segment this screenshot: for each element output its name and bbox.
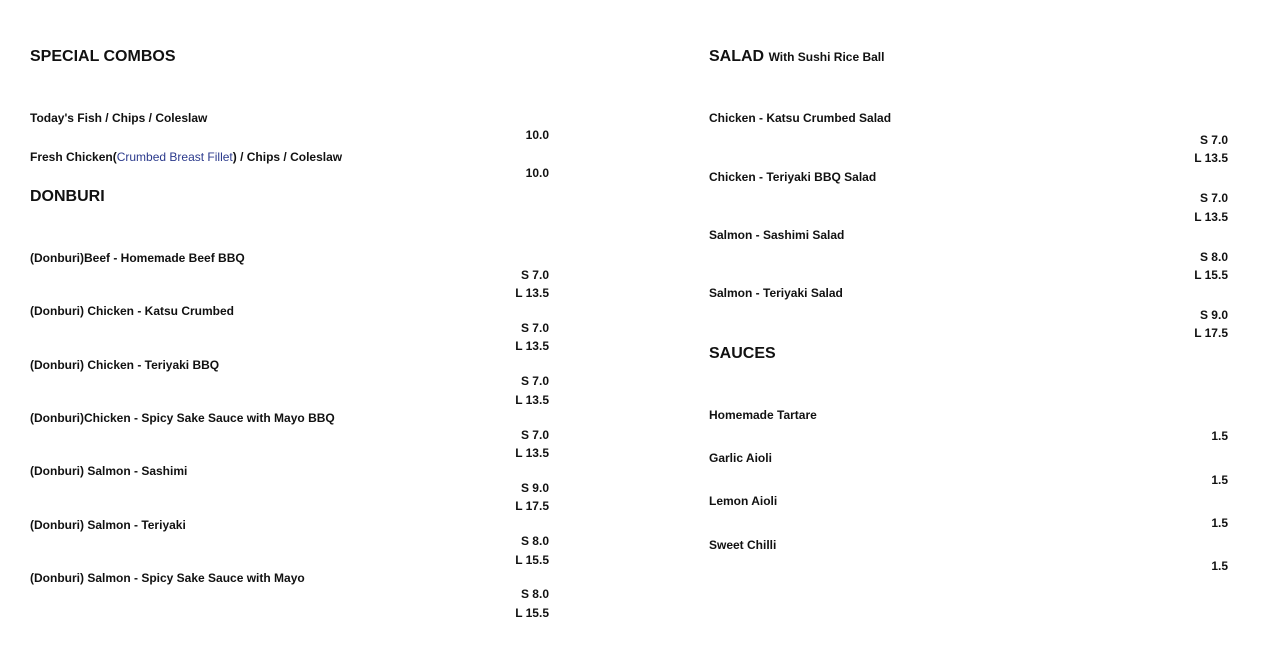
menu-item-name: Homemade Tartare [709,408,817,422]
menu-item-name: Lemon Aioli [709,494,778,508]
price-large: L 13.5 [515,339,549,353]
menu-item-name: (Donburi) Salmon - Spicy Sake Sauce with Mayo [30,571,305,585]
menu-item-name: Garlic Aioli [709,451,772,465]
menu-item-name: Salmon - Sashimi Salad [709,228,845,242]
price-large: L 17.5 [515,499,549,513]
menu-item-price: 1.5 [1211,516,1228,530]
price-small: S 8.0 [1199,250,1228,264]
price-small: S 8.0 [520,534,549,548]
menu-item-price: 1.5 [1211,473,1228,487]
menu-item-price: 1.5 [1211,559,1228,573]
price-large: L 15.5 [515,553,549,567]
section-title-salad [709,48,884,66]
price-large: L 13.5 [1194,151,1228,165]
price-small: S 7.0 [520,374,549,388]
price-large: L 13.5 [1194,210,1228,224]
menu-item-name: Salmon - Teriyaki Salad [709,286,843,300]
menu-item-name: (Donburi) Salmon - Sashimi [30,464,188,478]
price-small: S 7.0 [1199,133,1228,147]
price-large: L 15.5 [515,606,549,620]
section-title-special-combos: SPECIAL COMBOS [30,48,176,65]
section-title-donburi: DONBURI [30,188,105,205]
price-small: S 7.0 [1199,191,1228,205]
price-large: L 17.5 [1194,326,1228,340]
section-title-sauces: SAUCES [709,345,776,362]
menu-item-price: 10.0 [525,128,549,142]
menu-item-name: (Donburi)Chicken - Spicy Sake Sauce with Mayo BBQ [30,411,335,425]
menu-item-name [30,150,342,164]
menu-item-name: Today's Fish / Chips / Coleslaw [30,111,208,125]
menu-item-name: (Donburi) Salmon - Teriyaki [30,518,186,532]
price-small: S 9.0 [1199,308,1228,322]
salad-title: SALAD [709,48,765,65]
price-large: L 13.5 [515,446,549,460]
price-large: L 15.5 [1194,268,1228,282]
price-small: S 8.0 [520,587,549,601]
menu-item-name: Chicken - Teriyaki BBQ Salad [709,170,877,184]
name-highlight: Crumbed Breast Fillet [116,150,233,164]
salad-subtitle: With Sushi Rice Ball [768,50,885,64]
price-small: S 7.0 [520,321,549,335]
menu-item-price: 10.0 [525,166,549,180]
menu-item-name: (Donburi) Chicken - Teriyaki BBQ [30,358,220,372]
menu-item-name: (Donburi)Beef - Homemade Beef BBQ [30,251,245,265]
menu-item-name: Chicken - Katsu Crumbed Salad [709,111,892,125]
price-large: L 13.5 [515,393,549,407]
price-large: L 13.5 [515,286,549,300]
price-small: S 9.0 [520,481,549,495]
name-part: Fresh Chicken( [30,150,117,164]
name-part: ) / Chips / Coleslaw [232,150,343,164]
price-small: S 7.0 [520,428,549,442]
menu-item-name: Sweet Chilli [709,538,777,552]
menu-item-name: (Donburi) Chicken - Katsu Crumbed [30,304,235,318]
menu-item-price: 1.5 [1211,429,1228,443]
price-small: S 7.0 [520,268,549,282]
